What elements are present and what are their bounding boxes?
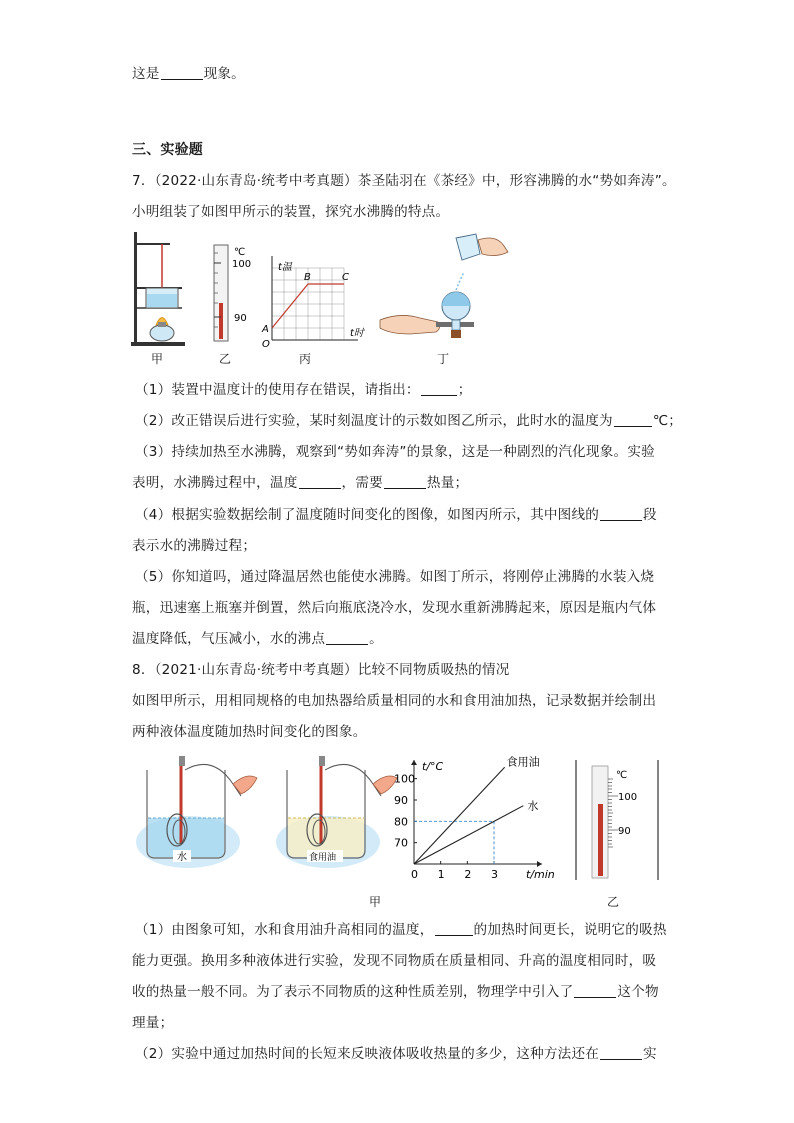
q8-thermo-mark-90: 90: [618, 826, 631, 837]
q7-part3-after: 热量；: [426, 475, 469, 491]
top-line-before: 这是: [132, 66, 160, 82]
x-tick-label: 0: [411, 868, 418, 881]
y-tick-label: 80: [394, 815, 408, 829]
x-axis-label: t/min: [526, 868, 555, 881]
q8-temperature-chart: [380, 755, 555, 890]
q7-part5-line2: 瓶，迅速塞上瓶塞并倒置，然后向瓶底浇冷水，发现水重新沸腾起来，原因是瓶内气体: [132, 600, 657, 616]
q8-part1-line3: [132, 982, 659, 1002]
q7-intro-line1: 7．（2022·山东青岛·统考中考真题）茶圣陆羽在《茶经》中，形容沸腾的水“势如奔涛”。: [132, 173, 676, 189]
q7-part2-text: （2）改正错误后进行实验，某时刻温度计的示数如图乙所示，此时水的温度为: [135, 413, 613, 429]
q7-part3-mid: ，需要: [341, 475, 383, 491]
y-tick-label: 100: [394, 772, 415, 786]
q7-fig-jia-apparatus: [130, 230, 190, 350]
q7-fig-ding-flask: [380, 232, 520, 344]
q7-part5-after: 。: [369, 631, 383, 647]
series-line-water: [414, 806, 523, 864]
y-axis-arrow: [411, 760, 417, 765]
q7-part1: [135, 380, 472, 400]
answer-blank[interactable]: [299, 474, 341, 489]
answer-blank[interactable]: [614, 412, 652, 427]
q8-beaker-water: [133, 750, 263, 875]
q7-thermo-mark-100: 100: [232, 259, 252, 270]
y-axis-label: t/°C: [422, 760, 444, 773]
q8-fig-yi-thermometer: [572, 758, 662, 883]
q7-label-ding: 丁: [436, 352, 449, 366]
q8-intro-line1: 8．（2021·山东青岛·统考中考真题）比较不同物质吸热的情况: [132, 662, 510, 678]
q8-thermo-mark-100: 100: [618, 792, 638, 803]
q8-intro-line2: 如图甲所示，用相同规格的电加热器给质量相同的水和食用油加热，记录数据并绘制出: [132, 693, 657, 709]
q7-fig-bing-graph: [258, 250, 373, 350]
q7-part1-text: （1）装置中温度计的使用存在错误，请指出：: [135, 382, 420, 398]
y-tick-label: 70: [394, 836, 408, 850]
x-tick-label: 2: [464, 868, 472, 881]
q7-fig-yi-thermometer: [208, 243, 260, 343]
q7-part2-after: ℃；: [652, 413, 683, 429]
q7-label-jia: 甲: [150, 352, 163, 366]
answer-blank[interactable]: [600, 506, 642, 521]
q7-part3-line1: （3）持续加热至水沸腾，观察到“势如奔涛”的景象，这是一种剧烈的汽化现象。实验: [135, 444, 655, 460]
q8-beaker-oil-label: 食用油: [309, 853, 337, 863]
series-label-oil: 食用油: [506, 755, 540, 769]
q8-part2-text: （2）实验中通过加热时间的长短来反映液体吸收热量的多少，这种方法还在: [135, 1046, 600, 1062]
q7-part4-text: （4）根据实验数据绘制了温度随时间变化的图像，如图丙所示，其中图线的: [135, 507, 600, 523]
series-line-oil: [414, 767, 505, 864]
q7-part2: [135, 411, 682, 431]
q7-part5-before: 温度降低，气压减小，水的沸点: [132, 631, 326, 647]
q7-graph-origin: O: [262, 339, 270, 350]
q8-part2-after: 实: [643, 1046, 657, 1062]
answer-blank[interactable]: [435, 921, 473, 936]
q7-part3-line2: [132, 473, 468, 493]
q8-label-yi: 乙: [606, 895, 619, 909]
q7-label-yi: 乙: [218, 352, 231, 366]
x-axis-arrow: [537, 861, 542, 867]
answer-blank[interactable]: [421, 381, 457, 396]
q8-label-jia: 甲: [368, 895, 381, 909]
q8-part1-after: 的加热时间更长，说明它的吸热: [473, 922, 667, 938]
q8-thermo-unit: ℃: [616, 770, 628, 781]
q7-graph-point-a: A: [262, 324, 269, 335]
q7-part4-after: 段: [643, 507, 657, 523]
top-line-after: 现象。: [203, 66, 245, 82]
answer-blank[interactable]: [600, 1045, 642, 1060]
answer-blank[interactable]: [574, 983, 616, 998]
q8-part1-line4: 理量；: [132, 1015, 174, 1031]
q7-part3-before: 表明，水沸腾过程中，温度: [132, 475, 298, 491]
q7-graph-xaxis: t时: [350, 328, 364, 339]
q8-part1-line1: [135, 920, 667, 940]
q7-graph-point-c: C: [342, 272, 349, 283]
answer-blank[interactable]: [326, 630, 368, 645]
q7-label-bing: 丙: [298, 352, 311, 366]
q7-thermo-mark-90: 90: [234, 313, 247, 324]
q8-beaker-water-label: 水: [177, 852, 187, 863]
section-title: 三、实验题: [132, 142, 203, 158]
q7-part4-line1: [135, 505, 657, 525]
q7-thermo-unit: ℃: [234, 247, 246, 258]
x-tick-label: 3: [491, 868, 498, 881]
answer-blank[interactable]: [161, 65, 203, 80]
x-tick-label: 1: [437, 868, 445, 881]
y-tick-label: 90: [394, 794, 408, 807]
q8-part2-line1: [135, 1044, 657, 1064]
q7-part5-line3: [132, 629, 383, 649]
q8-intro-line3: 两种液体温度随加热时间变化的图象。: [132, 724, 367, 740]
answer-blank[interactable]: [384, 474, 426, 489]
q7-graph-point-b: B: [304, 272, 311, 283]
q7-part4-line2: 表示水的沸腾过程；: [132, 538, 257, 554]
q7-intro-line2: 小明组装了如图甲所示的装置，探究水沸腾的特点。: [132, 204, 450, 220]
q7-part1-after: ；: [457, 382, 472, 398]
q8-part1c-text: 收的热量一般不同。为了表示不同物质的这种性质差别，物理学中引入了: [132, 984, 574, 1000]
q8-part1-line2: 能力更强。换用多种液体进行实验，发现不同物质在质量相同、升高的温度相同时，吸: [132, 953, 657, 969]
q7-part5-line1: （5）你知道吗，通过降温居然也能使水沸腾。如图丁所示，将刚停止沸腾的水装入烧: [135, 569, 655, 585]
top-line: [132, 64, 245, 84]
q8-part1-text: （1）由图象可知，水和食用油升高相同的温度，: [135, 922, 434, 938]
q7-graph-yaxis: t温: [278, 262, 292, 273]
q8-part1c-after: 这个物: [617, 984, 659, 1000]
series-label-water: 水: [527, 799, 539, 813]
